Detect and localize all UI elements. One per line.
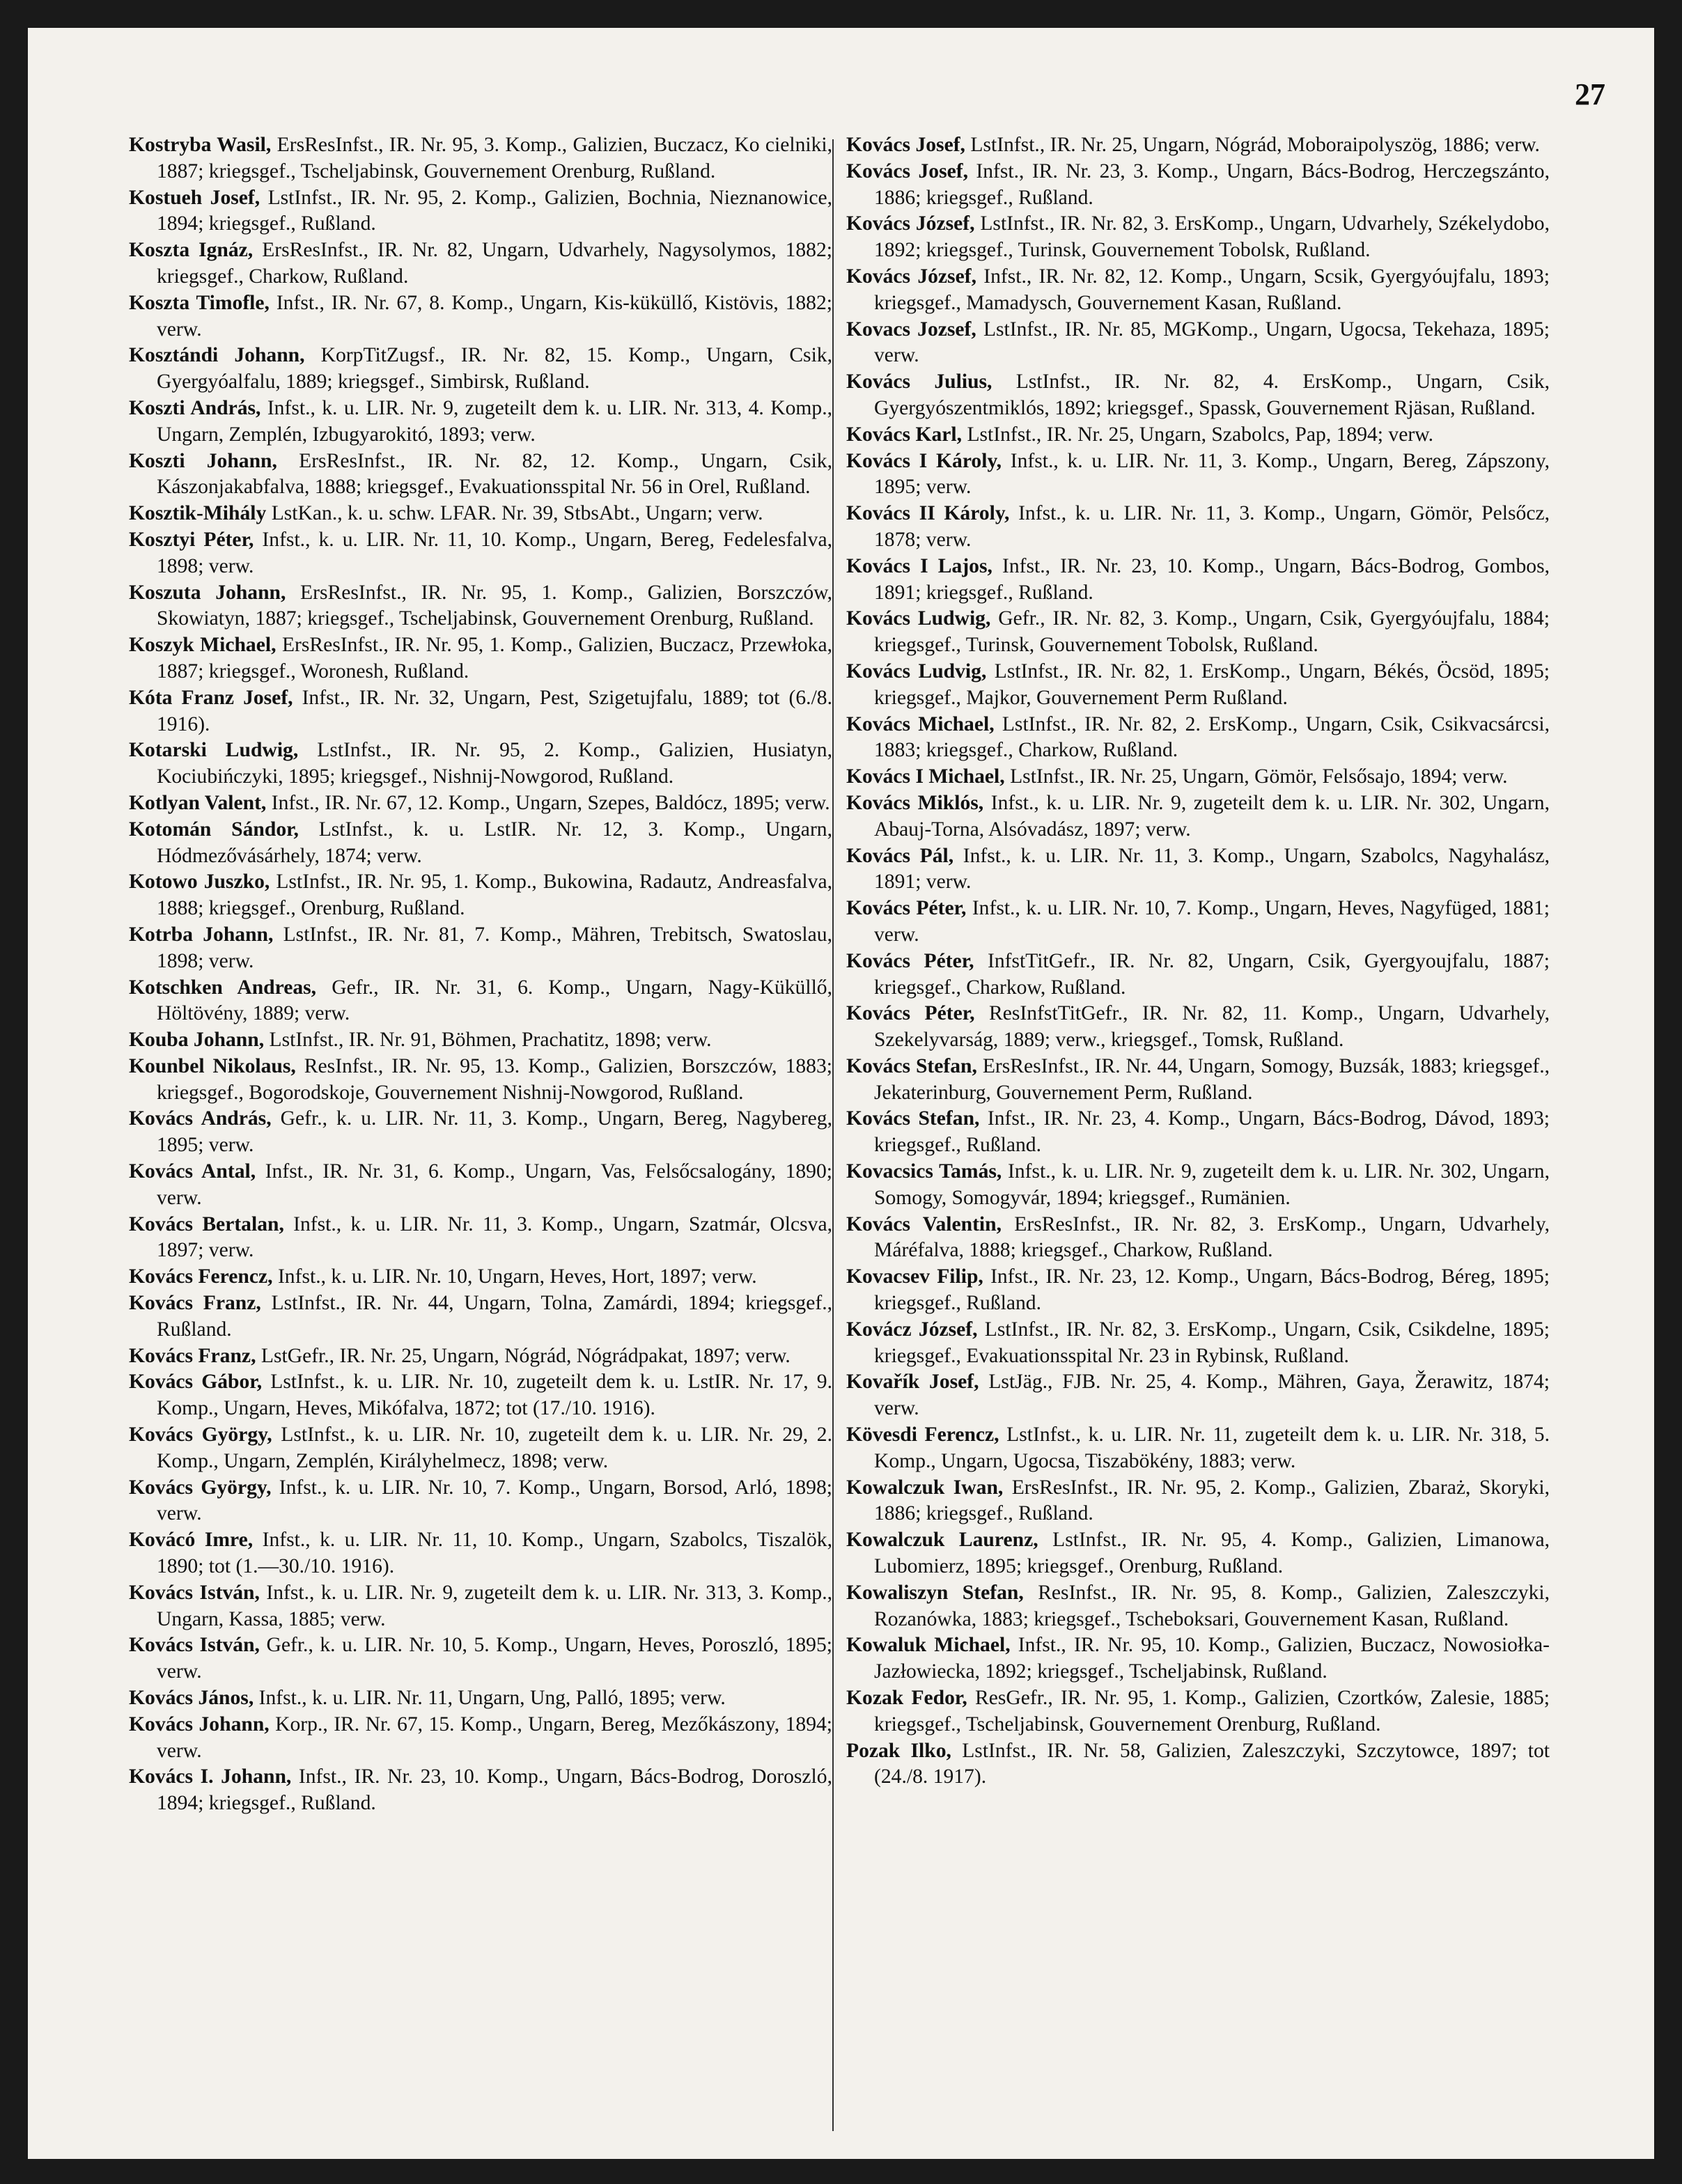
entry-name: Kovács Ludwig, xyxy=(846,607,991,630)
register-entry xyxy=(129,1054,832,1107)
entry-name: Kovács Péter, xyxy=(846,949,974,972)
entry-name: Kovács György, xyxy=(129,1424,272,1446)
entry-details: LstInfst., IR. Nr. 58, Galizien, Zaleszczyki, Szczytowce, 1897; tot (24./8. 1917). xyxy=(874,1739,1550,1788)
entry-name: Kovacsev Filip, xyxy=(846,1265,983,1288)
entry-name: Kovács János, xyxy=(129,1687,254,1710)
entry-details: ErsResInfst., IR. Nr. 44, Ungarn, Somogy, Buzsák, 1883; kriegsgef., Jekaterinburg, Gouvernement Perm, Rußland. xyxy=(874,1054,1550,1104)
register-entry xyxy=(846,1369,1550,1422)
entry-name: Kovács Franz, xyxy=(129,1292,261,1315)
register-entry xyxy=(129,343,832,396)
register-entry xyxy=(846,1422,1550,1475)
entry-name: Kovács István, xyxy=(129,1634,260,1657)
entry-details: LstInfst., IR. Nr. 82, 2. ErsKomp., Ungarn, Csik, Csikvacsárcsi, 1883; kriegsgef., Charkow, Rußland. xyxy=(874,712,1550,762)
entry-details: ResInfst., IR. Nr. 95, 8. Komp., Galizien, Zaleszczyki, Rozanówka, 1883; kriegsgef., Tscheboksari, Gouvernement Kasan, Rußland. xyxy=(874,1581,1550,1630)
register-entry xyxy=(129,580,832,633)
register-entry xyxy=(129,1475,832,1528)
entry-details: ResGefr., IR. Nr. 95, 1. Komp., Galizien, Czortków, Zalesie, 1885; kriegsgef., Tscheljabinsk, Gouvernement Orenburg, Rußland. xyxy=(874,1687,1550,1736)
entry-details: Infst., IR. Nr. 23, 3. Komp., Ungarn, Bács-Bodrog, Herczegszánto, 1886; kriegsgef., Rußland. xyxy=(874,159,1550,209)
register-entry xyxy=(129,527,832,580)
register-entry xyxy=(129,290,832,343)
register-entry xyxy=(129,1632,832,1685)
entry-details: ErsResInfst., IR. Nr. 95, 2. Komp., Galizien, Zbaraż, Skoryki, 1886; kriegsgef., Rußland. xyxy=(874,1476,1550,1525)
entry-name: Kosztyi Péter, xyxy=(129,528,254,551)
register-entry xyxy=(129,1106,832,1159)
column-divider xyxy=(832,139,834,2131)
register-entry xyxy=(846,369,1550,422)
entry-name: Kozak Fedor, xyxy=(846,1687,967,1710)
register-entry xyxy=(129,1764,832,1817)
register-entry xyxy=(129,632,832,685)
register-entry xyxy=(129,738,832,790)
entry-name: Koszti Johann, xyxy=(129,449,277,472)
entry-name: Kovács Stefan, xyxy=(846,1054,977,1077)
entry-name: Kowalczuk Iwan, xyxy=(846,1476,1004,1499)
register-entry xyxy=(129,1369,832,1422)
entry-details: LstGefr., IR. Nr. 25, Ungarn, Nógrád, Nógrádpakat, 1897; verw. xyxy=(260,1344,791,1367)
entry-name: Kovács Johann, xyxy=(129,1713,270,1736)
entry-details: Korp., IR. Nr. 67, 15. Komp., Ungarn, Bereg, Mezőkászony, 1894; verw. xyxy=(157,1713,833,1762)
entry-name: Kovács Josef, xyxy=(846,159,968,182)
register-entry xyxy=(129,1159,832,1212)
entry-details: Infst., IR. Nr. 23, 4. Komp., Ungarn, Bács-Bodrog, Dávod, 1893; kriegsgef., Rußland. xyxy=(874,1107,1550,1157)
entry-details: ErsResInfst., IR. Nr. 95, 3. Komp., Galizien, Buczacz, Ko cielniki, 1887; kriegsgef., Tscheljabinsk, Gouvernement Orenburg, Rußland. xyxy=(157,134,833,182)
entry-name: Kovács József, xyxy=(846,212,975,235)
entry-details: Infst., IR. Nr. 95, 10. Komp., Galizien, Buczacz, Nowosiołka-Jazłowiecka, 1892; kriegsgef., Tscheljabinsk, Rußland. xyxy=(874,1634,1550,1683)
register-entry xyxy=(129,790,832,817)
entry-details: ResInfstTitGefr., IR. Nr. 82, 11. Komp., Ungarn, Udvarhely, Szekelyvarság, 1889; verw., kriegsgef., Tomsk, Rußland. xyxy=(874,1002,1550,1052)
entry-name: Kovács I Lajos, xyxy=(846,554,992,577)
entry-details: LstJäg., FJB. Nr. 25, 4. Komp., Mähren, Gaya, Žerawitz, 1874; verw. xyxy=(874,1371,1550,1420)
entry-name: Kovács Ferencz, xyxy=(129,1265,273,1288)
entry-details: Infst., k. u. LIR. Nr. 10, 7. Komp., Ungarn, Heves, Nagyfüged, 1881; verw. xyxy=(874,897,1550,946)
entry-name: Kowaliszyn Stefan, xyxy=(846,1581,1024,1604)
entry-details: Infst., k. u. LIR. Nr. 11, 3. Komp., Ungarn, Bereg, Zápszony, 1895; verw. xyxy=(874,449,1550,499)
entry-details: Infst., k. u. LIR. Nr. 11, 3. Komp., Ungarn, Gömör, Pelsőcz, 1878; verw. xyxy=(874,502,1550,551)
register-entry xyxy=(846,606,1550,659)
entry-name: Kövesdi Ferencz, xyxy=(846,1424,999,1446)
entry-name: Kovács István, xyxy=(129,1581,260,1604)
register-entry xyxy=(129,396,832,448)
register-entry xyxy=(846,1264,1550,1317)
entry-name: Koszuta Johann, xyxy=(129,581,286,604)
entry-details: LstInfst., IR. Nr. 95, 2. Komp., Galizien, Husiatyn, Kociubińczyki, 1895; kriegsgef., Nishnij-Nowgorod, Rußland. xyxy=(157,739,832,788)
entry-details: Infst., k. u. LIR. Nr. 9, zugeteilt dem k. u. LIR. Nr. 313, 3. Komp., Ungarn, Kassa, 1885; verw. xyxy=(157,1581,832,1630)
register-entry xyxy=(129,1580,832,1633)
entry-details: LstInfst., IR. Nr. 91, Böhmen, Prachatitz, 1898; verw. xyxy=(269,1029,712,1052)
entry-details: Gefr., k. u. LIR. Nr. 10, 5. Komp., Ungarn, Heves, Poroszló, 1895; verw. xyxy=(157,1634,832,1683)
entry-name: Kovács György, xyxy=(129,1476,272,1499)
entry-name: Kovacsics Tamás, xyxy=(846,1160,1002,1183)
entry-details: Infst., k. u. LIR. Nr. 10, 7. Komp., Ungarn, Borsod, Arló, 1898; verw. xyxy=(157,1476,832,1525)
register-entry xyxy=(129,185,832,238)
register-entry xyxy=(846,448,1550,501)
register-entry xyxy=(846,501,1550,554)
entry-details: Infst., k. u. LIR. Nr. 11, 10. Komp., Ungarn, Szabolcs, Tiszalök, 1890; tot (1.—30./10. 1916). xyxy=(157,1529,832,1578)
register-entry xyxy=(846,1106,1550,1159)
register-entry xyxy=(846,264,1550,317)
entry-details: ErsResInfst., IR. Nr. 82, 3. ErsKomp., Ungarn, Udvarhely, Máréfalva, 1888; kriegsgef., Charkow, Rußland. xyxy=(874,1212,1550,1262)
register-entry xyxy=(129,1027,832,1054)
document-page xyxy=(28,28,1654,2159)
register-entry xyxy=(846,1527,1550,1580)
entry-name: Kowalczuk Laurenz, xyxy=(846,1529,1038,1552)
entry-details: LstInfst., IR. Nr. 82, 3. ErsKomp., Ungarn, Csik, Csikdelne, 1895; kriegsgef., Evakuationsspital Nr. 23 in Rybinsk, Rußland. xyxy=(874,1318,1550,1367)
entry-name: Kotarski Ludwig, xyxy=(129,739,299,762)
entry-details: LstInfst., k. u. LIR. Nr. 10, zugeteilt dem k. u. LIR. Nr. 29, 2. Komp., Ungarn, Zemplén, Királyhelmecz, 1898; verw. xyxy=(157,1424,832,1472)
entry-name: Kotschken Andreas, xyxy=(129,976,317,999)
register-entry xyxy=(129,448,832,501)
entry-name: Kovács Valentin, xyxy=(846,1212,1002,1235)
entry-details: LstInfst., k. u. LIR. Nr. 10, zugeteilt dem k. u. LstIR. Nr. 17, 9. Komp., Ungarn, Heves, Mikófalva, 1872; tot (17./10. 1916). xyxy=(157,1371,832,1420)
entry-name: Kovács Gábor, xyxy=(129,1371,263,1394)
entry-name: Kotowo Juszko, xyxy=(129,871,270,894)
entry-name: Kovács Péter, xyxy=(846,897,967,920)
register-entry xyxy=(846,659,1550,712)
entry-name: Kovács András, xyxy=(129,1107,272,1130)
entry-details: Gefr., k. u. LIR. Nr. 11, 3. Komp., Ungarn, Bereg, Nagybereg, 1895; verw. xyxy=(157,1107,832,1157)
entry-name: Kovács Bertalan, xyxy=(129,1212,284,1235)
entry-details: ErsResInfst., IR. Nr. 82, 12. Komp., Ungarn, Csik, Kászonjakabfalva, 1888; kriegsgef., Evakuationsspital Nr. 56 in Orel, Rußland. xyxy=(157,449,832,499)
entry-name: Kovács I Michael, xyxy=(846,765,1005,788)
register-entry xyxy=(846,764,1550,790)
register-entry xyxy=(846,211,1550,264)
entry-details: LstInfst., IR. Nr. 81, 7. Komp., Mähren, Trebitsch, Swatoslau, 1898; verw. xyxy=(157,923,832,972)
entry-name: Kovács Franz, xyxy=(129,1344,256,1367)
register-entry xyxy=(846,1212,1550,1265)
register-entry xyxy=(846,1054,1550,1107)
entry-name: Kovács Ludvig, xyxy=(846,660,987,682)
entry-details: Gefr., IR. Nr. 82, 3. Komp., Ungarn, Csik, Gyergyóujfalu, 1884; kriegsgef., Turinsk, Gouvernement Tobolsk, Rußland. xyxy=(874,607,1550,657)
entry-name: Kotrba Johann, xyxy=(129,923,274,946)
register-entry xyxy=(846,1159,1550,1212)
register-entry xyxy=(846,132,1550,159)
register-entry xyxy=(129,975,832,1028)
entry-details: Infst., IR. Nr. 32, Ungarn, Pest, Szigetujfalu, 1889; tot (6./8. 1916). xyxy=(157,686,832,735)
entry-name: Kovacs Jozsef, xyxy=(846,318,976,341)
entry-details: LstInfst., IR. Nr. 25, Ungarn, Nógrád, Moboraipolyszög, 1886; verw. xyxy=(970,134,1540,156)
register-entry xyxy=(129,237,832,290)
entry-details: ResInfst., IR. Nr. 95, 13. Komp., Galizien, Borszczów, 1883; kriegsgef., Bogorodskoje, Gouvernement Nishnij-Nowgorod, Rußland. xyxy=(157,1054,832,1104)
right-column xyxy=(846,132,1550,1791)
register-entry xyxy=(129,1712,832,1765)
entry-details: LstInfst., IR. Nr. 95, 4. Komp., Galizien, Limanowa, Lubomierz, 1895; kriegsgef., Orenburg, Rußland. xyxy=(874,1529,1550,1578)
entry-details: Infst., k. u. LIR. Nr. 11, Ungarn, Ung, Palló, 1895; verw. xyxy=(258,1687,726,1710)
register-entry xyxy=(846,790,1550,843)
entry-name: Kovács Pál, xyxy=(846,844,954,867)
left-column xyxy=(129,132,832,1817)
entry-details: LstInfst., IR. Nr. 44, Ungarn, Tolna, Zamárdi, 1894; kriegsgef., Rußland. xyxy=(157,1292,832,1341)
entry-details: LstInfst., IR. Nr. 82, 3. ErsKomp., Ungarn, Udvarhely, Székelydobo, 1892; kriegsgef., Turinsk, Gouvernement Tobolsk, Rußland. xyxy=(874,212,1550,262)
entry-details: LstInfst., IR. Nr. 95, 2. Komp., Galizien, Bochnia, Nieznanowice, 1894; kriegsgef., Rußland. xyxy=(157,186,833,235)
register-entry xyxy=(846,1632,1550,1685)
entry-details: Infst., k. u. LIR. Nr. 11, 3. Komp., Ungarn, Szatmár, Olcsva, 1897; verw. xyxy=(157,1212,832,1262)
entry-details: InfstTitGefr., IR. Nr. 82, Ungarn, Csik, Gyergyoujfalu, 1887; kriegsgef., Charkow, Rußland. xyxy=(874,949,1550,999)
entry-name: Kovács Julius, xyxy=(846,370,992,393)
entry-name: Kostryba Wasil, xyxy=(129,134,272,156)
entry-details: LstInfst., IR. Nr. 25, Ungarn, Szabolcs, Pap, 1894; verw. xyxy=(967,423,1434,446)
entry-name: Kovařík Josef, xyxy=(846,1371,979,1394)
entry-name: Koszta Ignáz, xyxy=(129,239,254,262)
entry-name: Kovács József, xyxy=(846,265,976,288)
register-entry xyxy=(846,712,1550,765)
register-entry xyxy=(129,1685,832,1712)
register-entry xyxy=(129,1212,832,1265)
register-entry xyxy=(846,896,1550,949)
entry-details: LstInfst., IR. Nr. 85, MGKomp., Ungarn, Ugocsa, Tekehaza, 1895; verw. xyxy=(874,318,1550,367)
entry-details: Infst., IR. Nr. 82, 12. Komp., Ungarn, Scsik, Gyergyóujfalu, 1893; kriegsgef., Mamadysch, Gouvernement Kasan, Rußland. xyxy=(874,265,1550,314)
entry-name: Kovács Josef, xyxy=(846,134,965,156)
register-entry xyxy=(129,501,832,527)
entry-name: Kovácz József, xyxy=(846,1318,978,1341)
entry-name: Kotlyan Valent, xyxy=(129,791,267,814)
entry-name: Kovács Karl, xyxy=(846,423,963,446)
entry-details: Infst., IR. Nr. 23, 10. Komp., Ungarn, Bács-Bodrog, Gombos, 1891; kriegsgef., Rußland. xyxy=(874,554,1550,604)
register-entry xyxy=(129,1264,832,1290)
entry-details: ErsResInfst., IR. Nr. 95, 1. Komp., Galizien, Borszczów, Skowiatyn, 1887; kriegsgef., Tscheljabinsk, Gouvernement Orenburg, Rußland. xyxy=(157,581,832,630)
entry-name: Kovács Stefan, xyxy=(846,1107,980,1130)
entry-details: Infst., IR. Nr. 31, 6. Komp., Ungarn, Vas, Felsőcsalogány, 1890; verw. xyxy=(157,1160,832,1209)
entry-details: LstInfst., k. u. LstIR. Nr. 12, 3. Komp., Ungarn, Hódmezővásárhely, 1874; verw. xyxy=(157,818,832,867)
register-entry xyxy=(846,317,1550,370)
entry-details: Infst., IR. Nr. 23, 10. Komp., Ungarn, Bács-Bodrog, Doroszló, 1894; kriegsgef., Rußland. xyxy=(157,1765,832,1815)
entry-name: Kosztik-Mihály xyxy=(129,502,267,525)
entry-details: Infst., k. u. LIR. Nr. 9, zugeteilt dem k. u. LIR. Nr. 313, 4. Komp., Ungarn, Zemplén, Izbugyarokitó, 1893; verw. xyxy=(157,396,832,446)
entry-name: Koszti András, xyxy=(129,396,261,419)
register-entry xyxy=(846,843,1550,896)
register-entry xyxy=(129,685,832,738)
entry-details: KorpTitZugsf., IR. Nr. 82, 15. Komp., Ungarn, Csik, Gyergyóalfalu, 1889; kriegsgef., Simbirsk, Rußland. xyxy=(157,344,832,393)
register-entry xyxy=(129,817,832,870)
entry-name: Kounbel Nikolaus, xyxy=(129,1054,296,1077)
register-entry xyxy=(846,1580,1550,1633)
entry-name: Kostueh Josef, xyxy=(129,186,260,209)
register-entry xyxy=(129,922,832,975)
entry-name: Kovácó Imre, xyxy=(129,1529,254,1552)
entry-name: Kovács Miklós, xyxy=(846,791,984,814)
entry-name: Kovács Antal, xyxy=(129,1160,256,1183)
register-entry xyxy=(129,132,832,185)
entry-name: Kóta Franz Josef, xyxy=(129,686,293,709)
register-entry xyxy=(129,1343,832,1370)
entry-details: Infst., IR. Nr. 67, 8. Komp., Ungarn, Kis-küküllő, Kistövis, 1882; verw. xyxy=(157,291,833,341)
entry-details: Infst., k. u. LIR. Nr. 9, zugeteilt dem k. u. LIR. Nr. 302, Ungarn, Somogy, Somogyvár, 1894; kriegsgef., Rumänien. xyxy=(874,1160,1550,1209)
entry-details: ErsResInfst., IR. Nr. 95, 1. Komp., Galizien, Buczacz, Przewłoka, 1887; kriegsgef., Woronesh, Rußland. xyxy=(157,634,832,682)
page-number: 27 xyxy=(1575,77,1605,111)
entry-details: LstInfst., IR. Nr. 25, Ungarn, Gömör, Felsősajo, 1894; verw. xyxy=(1010,765,1508,788)
entry-details: LstKan., k. u. schw. LFAR. Nr. 39, StbsAbt., Ungarn; verw. xyxy=(271,502,763,525)
entry-name: Koszyk Michael, xyxy=(129,634,277,657)
register-entry xyxy=(846,1738,1550,1791)
register-entry xyxy=(846,422,1550,448)
register-entry xyxy=(846,1317,1550,1370)
register-entry xyxy=(846,554,1550,607)
register-entry xyxy=(846,1001,1550,1054)
entry-details: Infst., k. u. LIR. Nr. 11, 10. Komp., Ungarn, Bereg, Fedelesfalva, 1898; verw. xyxy=(157,528,832,577)
entry-name: Kovács Péter, xyxy=(846,1002,975,1025)
entry-name: Kouba Johann, xyxy=(129,1029,265,1052)
entry-name: Kotomán Sándor, xyxy=(129,818,299,841)
entry-name: Kowaluk Michael, xyxy=(846,1634,1011,1657)
entry-details: Infst., k. u. LIR. Nr. 9, zugeteilt dem k. u. LIR. Nr. 302, Ungarn, Abauj-Torna, Alsóvadász, 1897; verw. xyxy=(874,791,1550,841)
entry-details: Infst., IR. Nr. 67, 12. Komp., Ungarn, Szepes, Baldócz, 1895; verw. xyxy=(271,791,830,814)
entry-name: Kovács I Károly, xyxy=(846,449,1002,472)
entry-details: Infst., k. u. LIR. Nr. 11, 3. Komp., Ungarn, Szabolcs, Nagyhalász, 1891; verw. xyxy=(874,844,1550,894)
entry-name: Pozak Ilko, xyxy=(846,1739,951,1762)
entry-details: Infst., IR. Nr. 23, 12. Komp., Ungarn, Bács-Bodrog, Béreg, 1895; kriegsgef., Rußland. xyxy=(874,1265,1550,1315)
entry-name: Kosztándi Johann, xyxy=(129,344,305,367)
register-entry xyxy=(846,1475,1550,1528)
register-entry xyxy=(846,1685,1550,1738)
entry-details: LstInfst., IR. Nr. 95, 1. Komp., Bukowina, Radautz, Andreasfalva, 1888; kriegsgef., Orenburg, Rußland. xyxy=(157,871,832,920)
entry-name: Koszta Timofle, xyxy=(129,291,270,314)
register-entry xyxy=(129,1422,832,1475)
register-entry xyxy=(129,869,832,922)
entry-name: Kovács Michael, xyxy=(846,712,995,735)
entry-details: Gefr., IR. Nr. 31, 6. Komp., Ungarn, Nagy-Küküllő, Höltövény, 1889; verw. xyxy=(157,976,832,1025)
register-entry xyxy=(846,159,1550,212)
register-entry xyxy=(846,949,1550,1001)
entry-details: Infst., k. u. LIR. Nr. 10, Ungarn, Heves, Hort, 1897; verw. xyxy=(277,1265,757,1288)
register-entry xyxy=(129,1527,832,1580)
entry-details: LstInfst., k. u. LIR. Nr. 11, zugeteilt dem k. u. LIR. Nr. 318, 5. Komp., Ungarn, Ugocsa, Tiszabökény, 1883; verw. xyxy=(874,1424,1550,1472)
register-entry xyxy=(129,1290,832,1343)
entry-details: LstInfst., IR. Nr. 82, 4. ErsKomp., Ungarn, Csik, Gyergyószentmiklós, 1892; kriegsgef., Spassk, Gouvernement Rjäsan, Rußland. xyxy=(874,370,1550,419)
entry-details: ErsResInfst., IR. Nr. 82, Ungarn, Udvarhely, Nagysolymos, 1882; kriegsgef., Charkow, Rußland. xyxy=(157,239,832,288)
entry-details: LstInfst., IR. Nr. 82, 1. ErsKomp., Ungarn, Békés, Öcsöd, 1895; kriegsgef., Majkor, Gouvernement Perm Rußland. xyxy=(874,660,1550,709)
entry-name: Kovács II Károly, xyxy=(846,502,1010,525)
entry-name: Kovács I. Johann, xyxy=(129,1765,292,1788)
